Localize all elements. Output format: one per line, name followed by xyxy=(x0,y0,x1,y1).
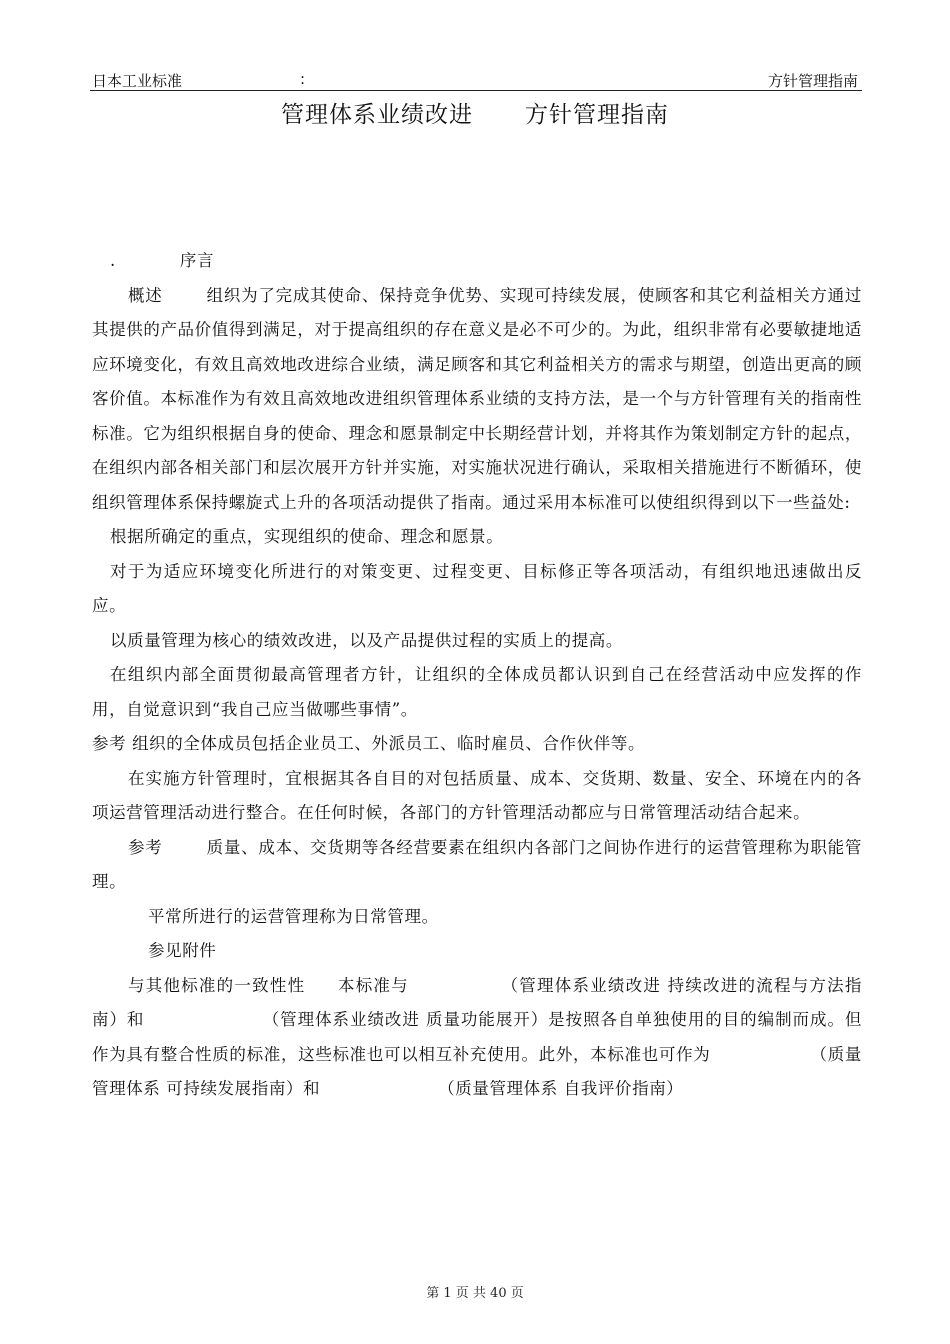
consistency-text-d: （质量管理体系 可持续发展指南）和 xyxy=(92,1044,862,1098)
see-appendix-line: 参见附件 xyxy=(148,941,217,960)
page-footer: 第 1 页 共 40 页 xyxy=(426,1286,524,1301)
benefit-item-4: 在组织内部全面贯彻最高管理者方针，让组织的全体成员都认识到自己在经营活动中应发挥的作用，自觉意识到“我自己应当做哪些事情”。 xyxy=(92,665,862,719)
overview-text: 组织为了完成其使命、保持竞争优势、实现可持续发展，使顾客和其它利益相关方通过其提供的产品价值得到满足，对于提高组织的存在意义是必不可少的。为此，组织非常有必要敏捷地适应环境变化，有效且高效地改进综合业绩，满足顾客和其它利益相关方的需求与期望，创造出更高的顾客价值。本标准作为有效且高效地改进组织管理体系业绩的支持方法，是一个与方针管理有关的指南性标准。它为组织根据自身的使命、理念和愿景制定中长期经营计划，并将其作为策划制定方针的起点，在组织内部各相关部门和层次展开方针并实施，对实施状况进行确认，采取相关措施进行不断循环，使组织管理体系保持螺旋式上升的各项活动提供了指南。通过采用本标准可以使组织得到以下一些益处: xyxy=(92,285,862,512)
benefit-item-1: 根据所确定的重点，实现组织的使命、理念和愿景。 xyxy=(110,527,504,546)
benefit-item-2: 对于为适应环境变化所进行的对策变更、过程变更、目标修正等各项活动，有组织地迅速做出反应。 xyxy=(92,561,862,615)
consistency-text-b: （管理体系业绩改进 持续改进的流程与方法指南）和 xyxy=(92,975,862,1029)
consistency-label: 与其他标准的一致性性 xyxy=(128,975,306,995)
daily-management-paragraph: 平常所进行的运营管理称为日常管理。 xyxy=(148,906,439,926)
overview-label: 概述 xyxy=(128,285,163,305)
reference-note-1 xyxy=(92,727,862,762)
consistency-text-c: （管理体系业绩改进 质量功能展开）是按照各自单独使用的目的编制而成。但作为具有整合性质的标准，这些标准也可以相互补充使用。此外，本标准也可作为 xyxy=(92,1010,862,1064)
section-marker: . xyxy=(110,251,116,270)
document-title xyxy=(0,96,950,129)
document-body xyxy=(92,244,862,1107)
page-header xyxy=(90,68,862,91)
consistency-text-e: （质量管理体系 自我评价指南） xyxy=(438,1079,684,1098)
reference-label: 参考 xyxy=(128,837,163,857)
reference-text: 质量、成本、交货期等各经营要素在组织内各部门之间协作进行的运营管理称为职能管理。 xyxy=(92,837,862,891)
consistency-paragraph xyxy=(92,969,862,1107)
integration-paragraph: 在实施方针管理时，宜根据其各自目的对包括质量、成本、交货期、数量、安全、环境在内的各项运营管理活动进行整合。在任何时候，各部门的方针管理活动都应与日常管理活动结合起来。 xyxy=(92,768,862,822)
reference-note-2 xyxy=(92,831,862,900)
header-document-short-title: 方针管理指南 xyxy=(767,72,858,90)
header-separator: : xyxy=(300,70,306,88)
reference-text: 组织的全体成员包括企业员工、外派员工、临时雇员、合作伙伴等。 xyxy=(132,734,646,753)
overview-paragraph xyxy=(92,279,862,521)
title-part-2: 方针管理指南 xyxy=(525,102,669,128)
section-title: 序言 xyxy=(179,251,215,270)
section-heading xyxy=(92,244,862,279)
reference-label: 参考 xyxy=(92,734,127,753)
benefit-item-3: 以质量管理为核心的绩效改进，以及产品提供过程的实质上的提高。 xyxy=(110,630,623,650)
header-standard-name: 日本工业标准 xyxy=(92,72,183,90)
title-part-1: 管理体系业绩改进 xyxy=(281,102,473,128)
consistency-text-a: 本标准与 xyxy=(337,975,409,995)
